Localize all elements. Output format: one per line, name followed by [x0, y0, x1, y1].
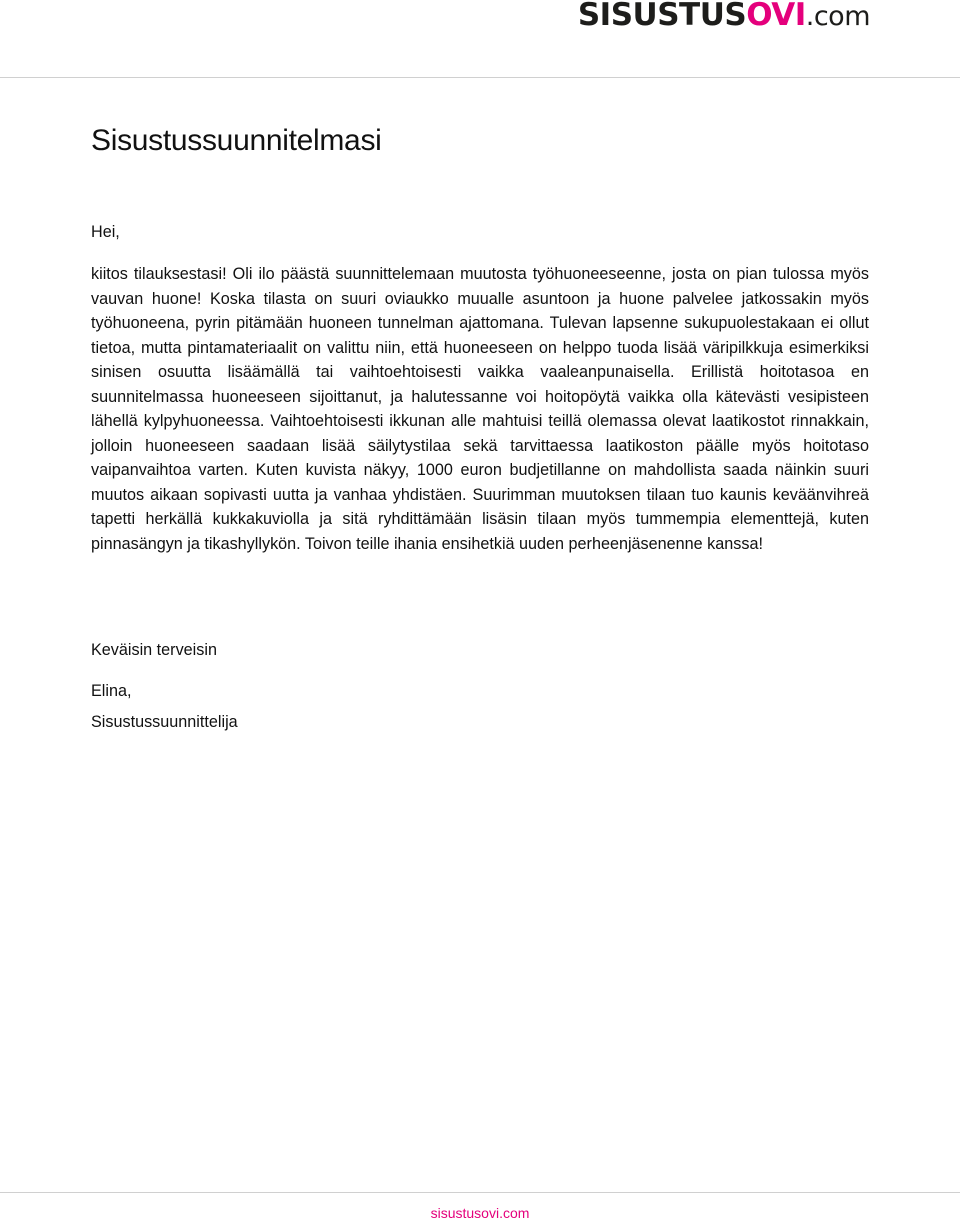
- logo-text-sisustus: SISUSTUS: [577, 0, 747, 33]
- letter-body: kiitos tilauksestasi! Oli ilo päästä suunnittelemaan muutosta työhuoneeseenne, josta on pian tulossa myös vauvan huone! Koska tilasta on suuri oviaukko muualle asuntoon ja huone palvelee jatkossakin myös työhuoneena, pyrin pitämään huoneen tunnelman ajattomana. Tulevan lapsenne sukupuolestakaan ei ollut tietoa, mutta pintamateriaalit on valittu niin, että huoneeseen on helppo tuoda lisää väripilkkuja esimerkiksi sinisen osuutta lisäämällä tai vaihtoehtoisesti vaikka vaaleanpunaisella. Erillistä hoitotasoa en suunnitelmassa huoneeseen sijoittanut, ja halutessanne voi hoitopöytä vaikka olla kätevästi vesipisteen lähellä kylpyhuoneessa. Vaihtoehtoisesti ikkunan alle mahtuisi teillä olemassa olevat laatikostot rinnakkain, jolloin huoneeseen saadaan lisää säilytystilaa sekä tarvittaessa laatikoston päälle myös hoitotaso vaipanvaihtoa varten. Kuten kuvista näkyy, 1000 euron budjetillanne on mahdollista saada näinkin suuri muutos aikaan sopivasti uutta ja vanhaa yhdistäen. Suurimman muutoksen tilaan tuo kaunis keväänvihreä tapetti herkällä kukkakuviolla ja sitä ryhdittämään lisäsin tilaan myös tummempia elementtejä, kuten pinnasängyn ja tikashyllykön. Toivon teille ihania ensihetkiä uuden perheenjäsenenne kanssa!: [91, 265, 869, 553]
- signer-name: Elina,: [91, 682, 132, 700]
- logo-text-ovi: OVI: [746, 0, 806, 33]
- header-divider: [0, 77, 960, 78]
- page-title: Sisustussuunnitelmasi: [91, 124, 382, 157]
- greeting: Hei,: [91, 223, 120, 241]
- logo-text-domain: .com: [805, 1, 870, 32]
- closing-line: Keväisin terveisin: [91, 641, 217, 659]
- brand-logo: [578, 0, 870, 32]
- footer-divider: [0, 1192, 960, 1193]
- signer-role: Sisustussuunnittelija: [91, 713, 238, 731]
- footer-website-link[interactable]: sisustusovi.com: [430, 1205, 530, 1221]
